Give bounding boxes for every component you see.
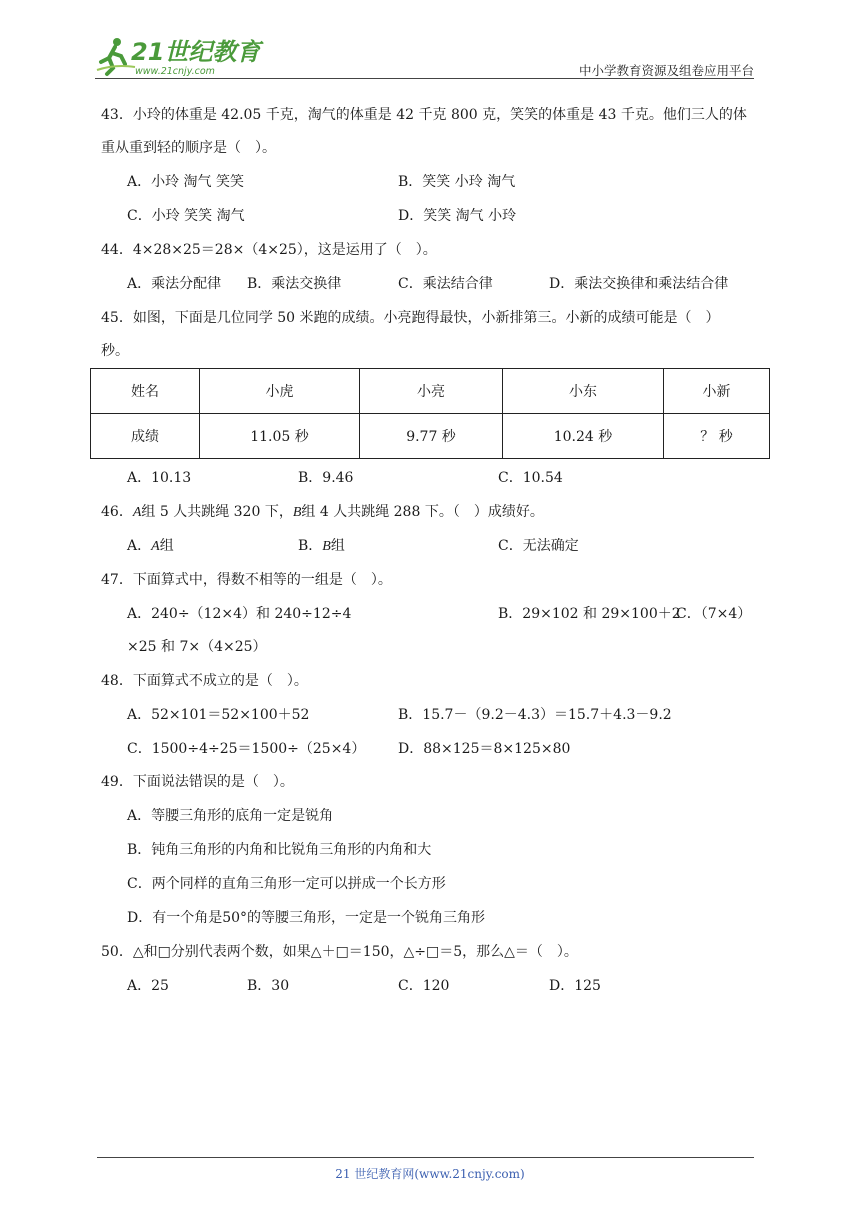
q43-option-c: C．小玲 笑笑 淘气 [127, 208, 245, 224]
svg-text:www.21cnjy.com: www.21cnjy.com [135, 66, 215, 77]
table-cell: 姓名 [91, 369, 200, 414]
q48-option-b: B．15.7－（9.2－4.3）＝15.7＋4.3－9.2 [398, 707, 672, 723]
q43-option-b: B．笑笑 小玲 淘气 [398, 174, 516, 190]
table-cell: 11.05 秒 [200, 414, 360, 459]
table-cell: 9.77 秒 [360, 414, 503, 459]
q45-option-b: B．9.46 [298, 470, 354, 486]
q43-option-d: D．笑笑 淘气 小玲 [398, 208, 517, 224]
q47-option-c-start: C．（7×4） [676, 606, 752, 622]
q49-option-a: A．等腰三角形的底角一定是锐角 [127, 808, 334, 824]
footer-link[interactable]: 21 世纪教育网(www.21cnjy.com) [335, 1167, 525, 1181]
q46-group-b-label: B [292, 505, 302, 520]
q46-text-part3: 组 4 人共跳绳 288 下。（ ）成绩好。 [301, 504, 544, 520]
q43-option-a: A．小玲 淘气 笑笑 [127, 174, 245, 190]
header-divider [95, 78, 754, 79]
question-47: 47．下面算式中，得数不相等的一组是（ ）。 [101, 572, 392, 588]
table-cell: ？ 秒 [664, 414, 770, 459]
q49-option-b: B．钝角三角形的内角和比锐角三角形的内角和大 [127, 842, 432, 858]
table-cell: 成绩 [91, 414, 200, 459]
question-44: 44．4×28×25＝28×（4×25），这是运用了（ ）。 [101, 242, 437, 258]
q50-option-d: D．125 [549, 978, 601, 994]
q46-number: 46． [101, 504, 133, 520]
question-48: 48．下面算式不成立的是（ ）。 [101, 673, 308, 689]
question-45-line2: 秒。 [101, 343, 129, 359]
table-cell: 10.24 秒 [503, 414, 664, 459]
q44-option-d: D．乘法交换律和乘法结合律 [549, 276, 729, 292]
q46-b-group: B [322, 539, 331, 554]
q48-option-d: D．88×125＝8×125×80 [398, 741, 571, 757]
q47-option-b: B．29×102 和 29×100＋2 [498, 606, 681, 622]
site-logo [95, 34, 265, 78]
question-43-line1: 43．小玲的体重是 42.05 千克，淘气的体重是 42 千克 800 克，笑笑的体重是 43 千克。他们三人的体 [101, 107, 747, 123]
table-cell: 小亮 [360, 369, 503, 414]
q44-option-a: A．乘法分配律 [127, 276, 222, 292]
q46-a-prefix: A． [127, 538, 152, 554]
q45-option-c: C．10.54 [498, 470, 563, 486]
question-45-line1: 45．如图，下面是几位同学 50 米跑的成绩。小亮跑得最快，小新排第三。小新的成绩可能是（ ） [101, 310, 720, 326]
runner-logo-icon [95, 34, 265, 78]
q44-option-b: B．乘法交换律 [247, 276, 342, 292]
score-table [90, 368, 770, 459]
table-row [91, 369, 770, 414]
q46-option-b [298, 536, 345, 557]
table-cell: 小东 [503, 369, 664, 414]
table-cell: 小新 [664, 369, 770, 414]
platform-name: 中小学教育资源及组卷应用平台 [578, 63, 754, 78]
svg-text:21世纪教育: 21世纪教育 [131, 38, 261, 66]
q50-option-a: A．25 [127, 978, 169, 994]
q49-option-d: D．有一个角是50°的等腰三角形，一定是一个锐角三角形 [127, 910, 486, 926]
q46-option-c: C．无法确定 [498, 538, 579, 554]
question-49: 49．下面说法错误的是（ ）。 [101, 774, 294, 790]
question-50: 50．△和□分别代表两个数，如果△＋□＝150，△÷□＝5，那么△＝（ ）。 [101, 944, 578, 960]
table-cell: 小虎 [200, 369, 360, 414]
q47-option-a: A．240÷（12×4）和 240÷12÷4 [127, 606, 352, 622]
q46-a-suffix: 组 [159, 538, 174, 554]
q46-group-a-label: A [132, 505, 142, 520]
q46-option-a [127, 536, 174, 557]
q46-b-prefix: B． [298, 538, 323, 554]
q50-option-c: C．120 [398, 978, 450, 994]
q48-option-c: C．1500÷4÷25＝1500÷（25×4） [127, 741, 366, 757]
question-43-line2: 重从重到轻的顺序是（ ）。 [101, 140, 276, 156]
footer-divider [97, 1157, 754, 1158]
question-46 [101, 502, 544, 523]
q49-option-c: C．两个同样的直角三角形一定可以拼成一个长方形 [127, 876, 446, 892]
q46-b-suffix: 组 [330, 538, 345, 554]
q46-a-group: A [151, 539, 160, 554]
table-row [91, 414, 770, 459]
q50-option-b: B．30 [247, 978, 290, 994]
q45-option-a: A．10.13 [127, 470, 192, 486]
q44-option-c: C．乘法结合律 [398, 276, 493, 292]
q47-option-c-end: ×25 和 7×（4×25） [127, 639, 267, 655]
q48-option-a: A．52×101＝52×100＋52 [127, 707, 310, 723]
q46-text-part2: 组 5 人共跳绳 320 下， [141, 504, 293, 520]
